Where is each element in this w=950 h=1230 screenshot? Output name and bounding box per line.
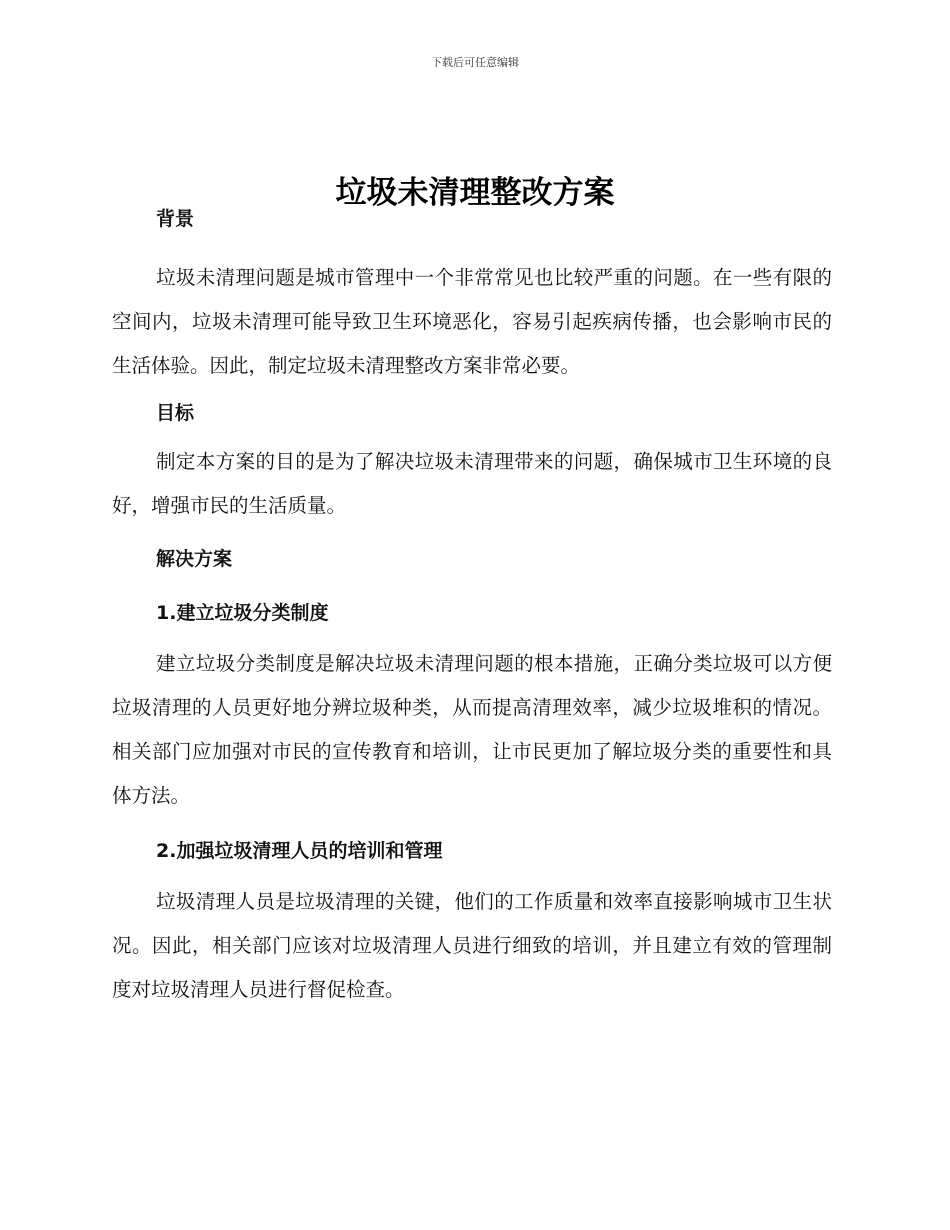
heading-goal: 目标	[156, 402, 195, 424]
heading-solution-item-2: 2.加强垃圾清理人员的培训和管理	[156, 840, 443, 862]
header-note: 下载后可任意编辑	[431, 56, 519, 69]
document-title: 垃圾未清理整改方案	[335, 174, 615, 211]
document-body	[112, 202, 832, 1012]
heading-background: 背景	[156, 208, 195, 230]
paragraph-solution-item-1: 建立垃圾分类制度是解决垃圾未清理问题的根本措施，正确分类垃圾可以方便垃圾清理的人员更好地分辨垃圾种类，从而提高清理效率，减少垃圾堆积的情况。相关部门应加强对市民的宣传教育和培训，让市民更加了解垃圾分类的重要性和具体方法。	[112, 652, 832, 807]
paragraph-solution-item-2: 垃圾清理人员是垃圾清理的关键，他们的工作质量和效率直接影响城市卫生状况。因此，相关部门应该对垃圾清理人员进行细致的培训，并且建立有效的管理制度对垃圾清理人员进行督促检查。	[112, 890, 832, 1001]
paragraph-goal: 制定本方案的目的是为了解决垃圾未清理带来的问题，确保城市卫生环境的良好，增强市民的生活质量。	[112, 450, 832, 517]
paragraph-background: 垃圾未清理问题是城市管理中一个非常常见也比较严重的问题。在一些有限的空间内，垃圾未清理可能导致卫生环境恶化，容易引起疾病传播，也会影响市民的生活体验。因此，制定垃圾未清理整改方案非常必要。	[112, 266, 832, 377]
heading-solution: 解决方案	[156, 548, 233, 570]
heading-solution-item-1: 1.建立垃圾分类制度	[156, 602, 329, 624]
